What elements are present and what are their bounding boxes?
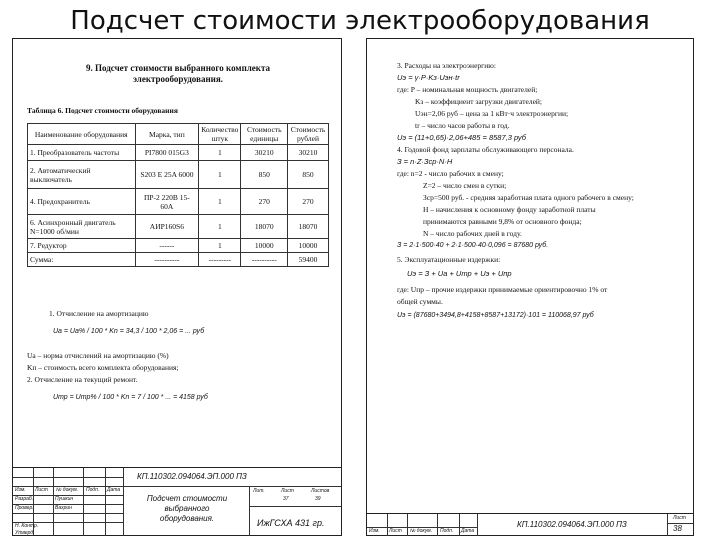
note-equipment-cost: Kп – стоимость всего комплекта оборудования; (27, 363, 179, 372)
formula-line: Uэ = γ·P·Kз·Uэн·tr (397, 73, 460, 82)
formula-line: З = 2·1·500·40 + 2·1·500·40·0,096 = 87680 руб. (397, 242, 549, 249)
stamp-mini-label: Лист (281, 488, 294, 494)
text-line: 5. Эксплуатационные издержки: (397, 255, 501, 264)
stamp-name: Пушкин (55, 496, 74, 502)
text-line: tr – число часов работы в год. (415, 121, 510, 130)
cell-total: 18070 (288, 215, 329, 239)
text-line: где: P – номинальная мощность двигателей; (397, 85, 538, 94)
cell-total: 10000 (288, 239, 329, 253)
cell-qty: 1 (199, 189, 241, 215)
text-line: Зср=500 руб. - средняя заработная плата одного рабочего в смену; (423, 193, 634, 202)
stamp-mini-value: 39 (315, 496, 321, 502)
formula-repair: Uтр = Uтр% / 100 * Kn = 7 / 100 * ... = 4158 руб (53, 394, 208, 401)
formula-line: Uэ = З + Uа + Uтр + Uэ + Uпр (407, 269, 512, 278)
stamp-col-label: Лист (35, 487, 48, 493)
cell-unit-cost: 18070 (241, 215, 288, 239)
cell-qty: --------- (199, 253, 241, 267)
stamp-code: КП.110302.094064.ЭП.000 ПЗ (137, 472, 247, 481)
section-repair: 2. Отчисление на текущий ремонт. (27, 375, 138, 384)
text-line: Z=2 – число смен в сутки; (423, 181, 507, 190)
left-heading-line2: электрооборудования. (133, 74, 223, 84)
table-caption: Таблица 6. Подсчет стоимости оборудования (27, 106, 178, 115)
col-header-unit-cost: Стоимость единицы (241, 124, 288, 145)
text-line: общей суммы. (397, 297, 443, 306)
text-line: 3. Расходы на электроэнергию: (397, 61, 496, 70)
stamp-col-label: Дата (461, 528, 475, 534)
cell-brand: ------ (135, 239, 199, 253)
stamp-mini-value: 37 (283, 496, 289, 502)
text-line: где: Uпр – прочие издержки принимаемые ориентировочно 1% от (397, 285, 608, 294)
text-line: принимаются равными 9,8% от основного фонда; (423, 217, 582, 226)
cell-unit-cost: 30210 (241, 145, 288, 161)
table-header-row (28, 124, 329, 145)
stamp-col-label: Дата (107, 487, 121, 493)
text-line: 4. Годовой фонд зарплаты обслуживающего персонала. (397, 145, 574, 154)
stamp-sheet-label: Лист (673, 515, 686, 521)
cell-unit-cost: 850 (241, 161, 288, 189)
text-line: где: n=2 - число рабочих в смену; (397, 169, 504, 178)
table-row (28, 253, 329, 267)
stamp-role: Утверд. (15, 530, 35, 536)
cell-name: 6. Асинхронный двигатель N=1000 об/мин (28, 215, 136, 239)
cell-unit-cost: 10000 (241, 239, 288, 253)
title-block-right (367, 513, 693, 536)
cell-qty: 1 (199, 239, 241, 253)
cell-name: 2. Автоматический выключатель (28, 161, 136, 189)
cell-brand: ПР-2 220В 15-60А (135, 189, 199, 215)
note-amortization-rate: Uа – норма отчислений на амортизацию (%) (27, 351, 169, 360)
cell-brand: ---------- (135, 253, 199, 267)
col-header-qty: Количество штук (199, 124, 241, 145)
formula-line: Uэ = (87680+3494,8+4158+8587+13172)·101 = 110068,97 руб (397, 312, 594, 319)
stamp-col-label: № докум. (410, 528, 433, 534)
formula-line: З = n·Z·Зср·N·H (397, 157, 453, 166)
stamp-doc-title-line1: Подсчет стоимости (146, 494, 228, 503)
stamp-doc-title-line2: выбранного (164, 504, 210, 513)
table-row (28, 161, 329, 189)
stamp-name: Вахрин (55, 505, 72, 511)
stamp-mini-label: Лит. (253, 488, 265, 494)
table-row (28, 215, 329, 239)
col-header-name: Наименование оборудования (28, 124, 136, 145)
cell-name: 4. Предохранитель (28, 189, 136, 215)
stamp-col-label: № докум. (56, 487, 79, 493)
right-document-page (366, 38, 694, 536)
cell-total: 59400 (288, 253, 329, 267)
stamp-code: КП.110302.094064.ЭП.000 ПЗ (517, 520, 627, 529)
text-line: N – число рабочих дней в году. (423, 229, 522, 238)
left-heading-line1: 9. Подсчет стоимости выбранного комплекта (85, 63, 271, 73)
cost-table (27, 123, 329, 267)
cell-total: 850 (288, 161, 329, 189)
stamp-col-label: Изм. (15, 487, 26, 493)
cell-brand: PI7800 015G3 (135, 145, 199, 161)
cell-total: 270 (288, 189, 329, 215)
left-document-page (12, 38, 342, 536)
formula-amortization: Ua = Ua% / 100 * Kn = 34,3 / 100 * 2,06 = ... руб (53, 328, 205, 335)
section-amortization: 1. Отчисление на амортизацию (49, 309, 149, 318)
stamp-col-label: Лист (389, 528, 402, 534)
stamp-doc-title-line3: оборудования. (159, 514, 215, 523)
cell-unit-cost: 270 (241, 189, 288, 215)
title-block (13, 467, 341, 536)
text-line: H – начисления к основному фонду заработной платы (423, 205, 596, 214)
stamp-sheet-number: 38 (673, 524, 682, 533)
stamp-role: Провер. (15, 505, 34, 511)
stamp-col-label: Изм. (369, 528, 380, 534)
stamp-col-label: Подп. (440, 528, 454, 534)
table-row (28, 189, 329, 215)
col-header-brand: Марка, тип (135, 124, 199, 145)
text-line: Uэн=2,06 руб – цена за 1 кВт·ч электроэнергии; (415, 109, 569, 118)
cell-qty: 1 (199, 145, 241, 161)
cell-unit-cost: ---------- (241, 253, 288, 267)
text-line: Kз – коэффициент загрузки двигателей; (415, 97, 542, 106)
cell-name: 7. Редуктор (28, 239, 136, 253)
cell-total: 30210 (288, 145, 329, 161)
formula-line: Uэ = (11+0,65)·2,06+485 = 8587,3 руб (397, 133, 527, 142)
cell-qty: 1 (199, 161, 241, 189)
stamp-role: Н. Контр. (15, 523, 39, 529)
stamp-role: Разраб. (15, 496, 34, 502)
table-row (28, 239, 329, 253)
slide-title: Подсчет стоимости электрооборудования (70, 6, 650, 36)
cell-qty: 1 (199, 215, 241, 239)
cell-brand: S203 E 25A 6000 (135, 161, 199, 189)
cell-brand: АИР160S6 (135, 215, 199, 239)
stamp-col-label: Подп. (86, 487, 100, 493)
stamp-mini-label: Листов (311, 488, 330, 494)
col-header-total: Стоимость рублей (288, 124, 329, 145)
table-row (28, 145, 329, 161)
stamp-organization: ИжГСХА 431 гр. (257, 518, 325, 528)
cell-name: Сумма: (28, 253, 136, 267)
cell-name: 1. Преобразователь частоты (28, 145, 136, 161)
